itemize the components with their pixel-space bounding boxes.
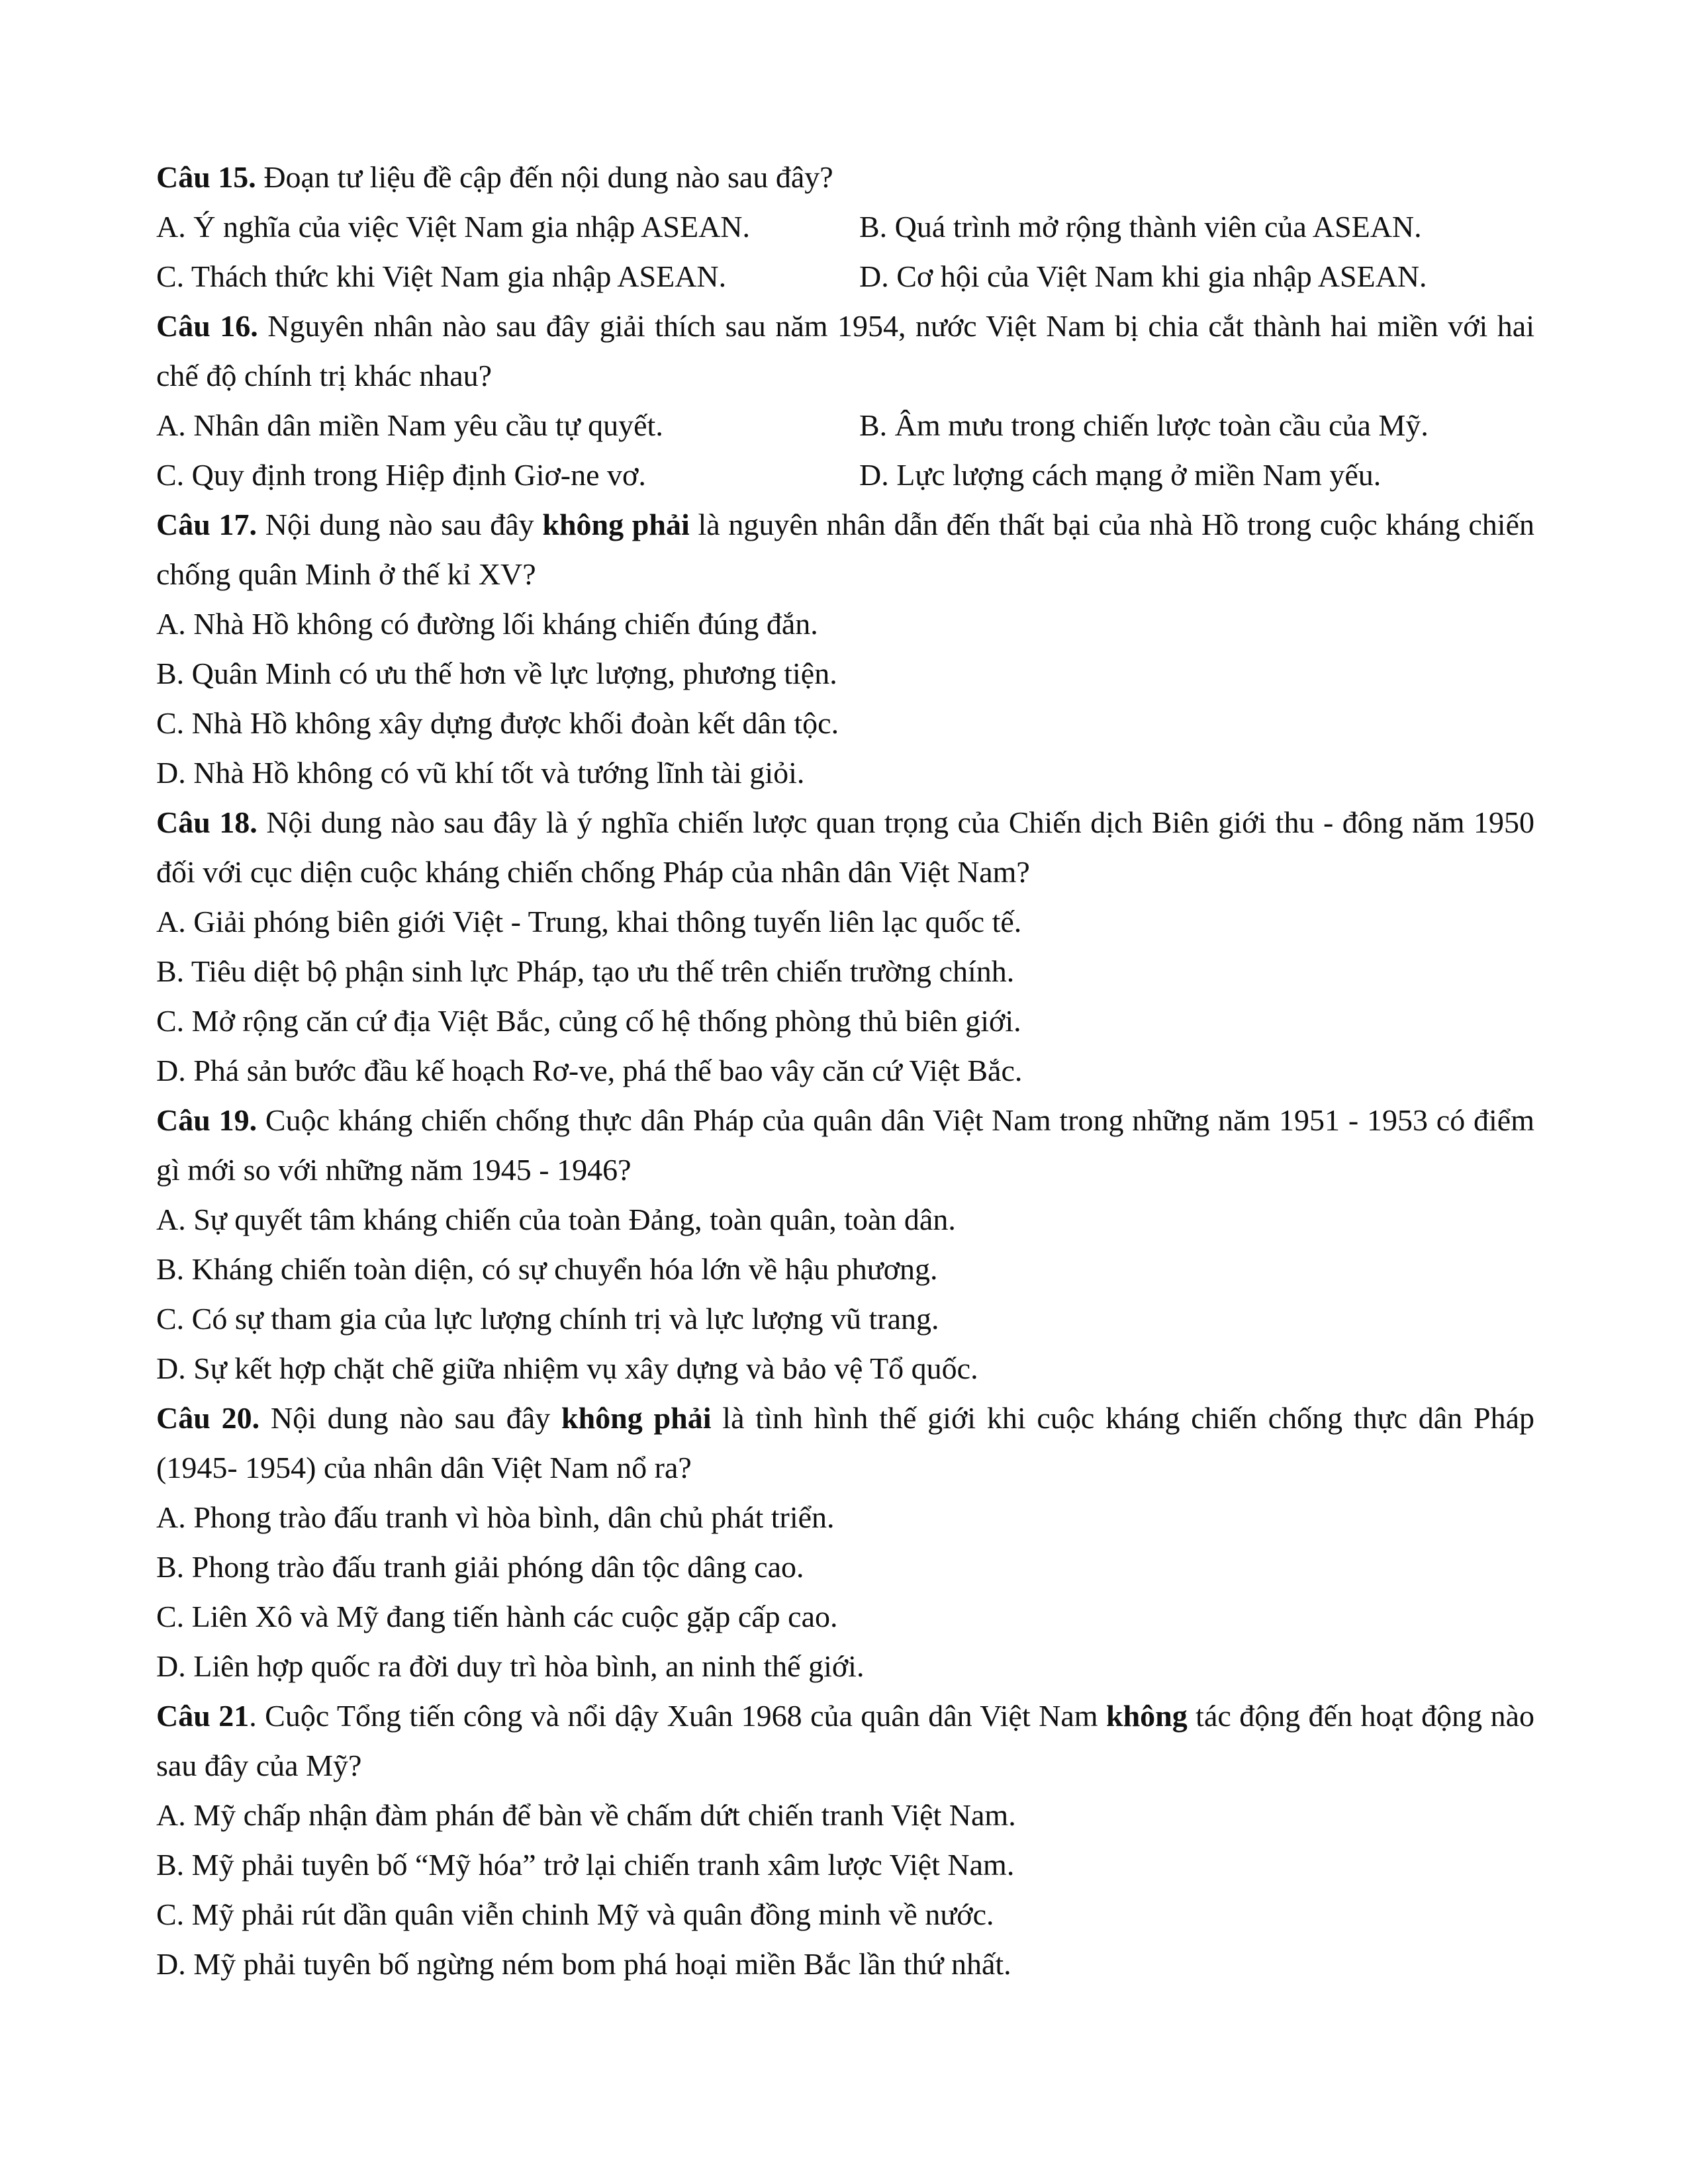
option-d: D. Cơ hội của Việt Nam khi gia nhập ASEAN. bbox=[859, 259, 1427, 293]
answer-options bbox=[156, 897, 1534, 1095]
question-text: Nội dung nào sau đây bbox=[259, 1401, 561, 1435]
question-stem bbox=[156, 301, 1534, 400]
option-b: B. Kháng chiến toàn diện, có sự chuyển hóa lớn về hậu phương. bbox=[156, 1252, 938, 1286]
option-c: C. Quy định trong Hiệp định Giơ-ne vơ. bbox=[156, 458, 646, 492]
option-d: D. Mỹ phải tuyên bố ngừng ném bom phá hoại miền Bắc lần thứ nhất. bbox=[156, 1947, 1011, 1981]
option-b: B. Phong trào đấu tranh giải phóng dân tộc dâng cao. bbox=[156, 1550, 804, 1584]
question-label: Câu 15. bbox=[156, 160, 256, 194]
option-c: C. Mỹ phải rút dần quân viễn chinh Mỹ và quân đồng minh về nước. bbox=[156, 1897, 994, 1931]
option-a: A. Sự quyết tâm kháng chiến của toàn Đảng, toàn quân, toàn dân. bbox=[156, 1203, 956, 1236]
option-b: B. Âm mưu trong chiến lược toàn cầu của Mỹ. bbox=[859, 408, 1429, 442]
question-text: là tình hình thế giới khi cuộc kháng chiến chống thực dân Pháp (1945- 1954) của nhân dân Việt Nam nổ ra? bbox=[156, 1401, 1535, 1484]
answer-options bbox=[156, 1790, 1534, 1989]
option-c: C. Thách thức khi Việt Nam gia nhập ASEAN. bbox=[156, 259, 727, 293]
option-a: A. Nhân dân miền Nam yêu cầu tự quyết. bbox=[156, 408, 663, 442]
question-5 bbox=[156, 1095, 1534, 1393]
question-2 bbox=[156, 301, 1534, 500]
question-text: Cuộc kháng chiến chống thực dân Pháp của quân dân Việt Nam trong những năm 1951 - 1953 có điểm gì mới so với những năm 1945 - 1946? bbox=[156, 1103, 1534, 1187]
emphasis-text: không phải bbox=[542, 508, 690, 541]
question-label: Câu 17. bbox=[156, 508, 258, 541]
question-stem bbox=[156, 1393, 1534, 1492]
answer-options bbox=[156, 1195, 1534, 1393]
question-text: tác động đến hoạt động nào sau đây của Mỹ? bbox=[156, 1699, 1534, 1782]
option-c: C. Mở rộng căn cứ địa Việt Bắc, củng cố hệ thống phòng thủ biên giới. bbox=[156, 1004, 1021, 1038]
answer-options bbox=[156, 599, 1534, 797]
question-3 bbox=[156, 500, 1534, 797]
option-b: B. Quân Minh có ưu thế hơn về lực lượng, phương tiện. bbox=[156, 657, 837, 690]
question-label: Câu 18. bbox=[156, 805, 258, 839]
option-d: D. Lực lượng cách mạng ở miền Nam yếu. bbox=[859, 458, 1382, 492]
answer-options bbox=[156, 1492, 1534, 1691]
question-text: . Cuộc Tổng tiến công và nổi dậy Xuân 1968 của quân dân Việt Nam bbox=[249, 1699, 1106, 1733]
option-a: A. Nhà Hồ không có đường lối kháng chiến đúng đắn. bbox=[156, 607, 818, 641]
option-b: B. Tiêu diệt bộ phận sinh lực Pháp, tạo ưu thế trên chiến trường chính. bbox=[156, 954, 1015, 988]
question-4 bbox=[156, 797, 1534, 1095]
question-text: Đoạn tư liệu đề cập đến nội dung nào sau đây? bbox=[256, 160, 833, 194]
option-c: C. Có sự tham gia của lực lượng chính trị và lực lượng vũ trang. bbox=[156, 1302, 939, 1336]
question-stem bbox=[156, 500, 1534, 599]
question-text: Nội dung nào sau đây bbox=[257, 508, 543, 541]
question-stem bbox=[156, 1691, 1534, 1790]
option-c: C. Nhà Hồ không xây dựng được khối đoàn kết dân tộc. bbox=[156, 706, 839, 740]
question-text: Nguyên nhân nào sau đây giải thích sau năm 1954, nước Việt Nam bị chia cắt thành hai miền với hai chế độ chính trị khác nhau? bbox=[156, 309, 1534, 392]
option-a: A. Giải phóng biên giới Việt - Trung, khai thông tuyến liên lạc quốc tế. bbox=[156, 905, 1022, 938]
option-d: D. Phá sản bước đầu kế hoạch Rơ-ve, phá thế bao vây căn cứ Việt Bắc. bbox=[156, 1054, 1023, 1087]
emphasis-text: không phải bbox=[561, 1401, 712, 1435]
question-stem bbox=[156, 1095, 1534, 1195]
emphasis-text: không bbox=[1105, 1699, 1188, 1733]
option-d: D. Nhà Hồ không có vũ khí tốt và tướng lĩnh tài giỏi. bbox=[156, 756, 805, 790]
question-7 bbox=[156, 1691, 1534, 1989]
question-1 bbox=[156, 152, 1534, 301]
option-b: B. Mỹ phải tuyên bố “Mỹ hóa” trở lại chiến tranh xâm lược Việt Nam. bbox=[156, 1848, 1015, 1882]
question-label: Câu 19. bbox=[156, 1103, 258, 1137]
option-b: B. Quá trình mở rộng thành viên của ASEAN. bbox=[859, 210, 1422, 244]
option-a: A. Mỹ chấp nhận đàm phán để bàn về chấm dứt chiến tranh Việt Nam. bbox=[156, 1798, 1016, 1832]
question-label: Câu 21 bbox=[156, 1699, 250, 1733]
option-a: A. Ý nghĩa của việc Việt Nam gia nhập ASEAN. bbox=[156, 210, 751, 244]
option-d: D. Sự kết hợp chặt chẽ giữa nhiệm vụ xây dựng và bảo vệ Tổ quốc. bbox=[156, 1351, 978, 1385]
answer-options bbox=[156, 202, 1534, 301]
question-6 bbox=[156, 1393, 1534, 1691]
question-label: Câu 20. bbox=[156, 1401, 260, 1435]
option-a: A. Phong trào đấu tranh vì hòa bình, dân chủ phát triển. bbox=[156, 1500, 835, 1534]
question-stem bbox=[156, 152, 1534, 202]
option-c: C. Liên Xô và Mỹ đang tiến hành các cuộc gặp cấp cao. bbox=[156, 1600, 838, 1633]
question-text: là nguyên nhân dẫn đến thất bại của nhà Hồ trong cuộc kháng chiến chống quân Minh ở thế kỉ XV? bbox=[156, 508, 1535, 591]
option-d: D. Liên hợp quốc ra đời duy trì hòa bình, an ninh thế giới. bbox=[156, 1649, 865, 1683]
question-text: Nội dung nào sau đây là ý nghĩa chiến lược quan trọng của Chiến dịch Biên giới thu - đông năm 1950 đối với cục diện cuộc kháng chiến chống Pháp của nhân dân Việt Nam? bbox=[156, 805, 1534, 889]
answer-options bbox=[156, 400, 1534, 500]
question-stem bbox=[156, 797, 1534, 897]
question-label: Câu 16. bbox=[156, 309, 258, 343]
